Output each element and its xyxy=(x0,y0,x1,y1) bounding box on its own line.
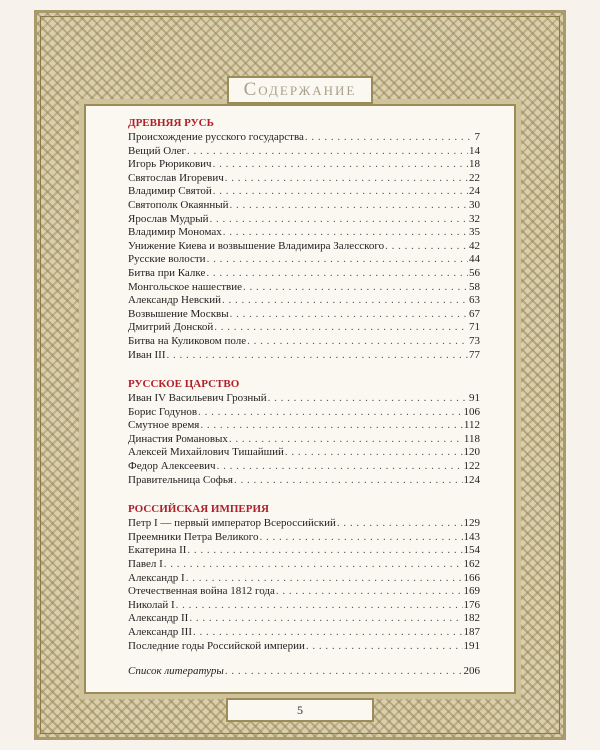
toc-entry-literature[interactable] xyxy=(128,665,480,679)
toc-entry[interactable] xyxy=(128,172,480,186)
entry-title: Николай I xyxy=(128,598,175,611)
entry-page: 77 xyxy=(469,348,480,361)
toc-entry[interactable] xyxy=(128,185,480,199)
entry-page: 162 xyxy=(463,558,480,571)
entry-title: Монгольское нашествие xyxy=(128,280,242,293)
leader-dots xyxy=(223,226,468,240)
entry-page: 71 xyxy=(469,321,480,334)
leader-dots xyxy=(337,517,463,531)
entry-title: Последние годы Российской империи xyxy=(128,639,305,652)
leader-dots xyxy=(186,572,463,586)
toc-entry[interactable] xyxy=(128,392,480,406)
toc-entry[interactable] xyxy=(128,433,480,447)
page-number-plate xyxy=(226,698,374,722)
leader-dots xyxy=(230,308,468,322)
entry-page: 106 xyxy=(463,405,480,418)
toc-entry[interactable] xyxy=(128,419,480,433)
entry-title: Алексей Михайлович Тишайший xyxy=(128,446,284,459)
section-title: ДРЕВНЯЯ РУСЬ xyxy=(128,117,214,129)
entry-title: Отечественная война 1812 года xyxy=(128,585,275,598)
leader-dots xyxy=(210,213,469,227)
entry-title: Александр II xyxy=(128,612,189,625)
entry-title: Александр I xyxy=(128,571,185,584)
entry-page: 122 xyxy=(463,460,480,473)
entry-page: 44 xyxy=(469,253,480,266)
toc-entry[interactable] xyxy=(128,406,480,420)
toc-entry[interactable] xyxy=(128,199,480,213)
table-of-contents xyxy=(128,116,480,679)
entry-title: Преемники Петра Великого xyxy=(128,530,259,543)
entry-page: 14 xyxy=(469,144,480,157)
leader-dots xyxy=(207,253,468,267)
leader-dots xyxy=(247,335,468,349)
leader-dots xyxy=(187,145,468,159)
toc-entry[interactable] xyxy=(128,626,480,640)
leader-dots xyxy=(259,531,462,545)
entry-page: 191 xyxy=(463,639,480,652)
entry-title: Династия Романовых xyxy=(128,432,228,445)
leader-dots xyxy=(234,474,463,488)
leader-dots xyxy=(167,349,468,363)
leader-dots xyxy=(285,446,463,460)
toc-entry[interactable] xyxy=(128,321,480,335)
entry-page: 56 xyxy=(469,266,480,279)
leader-dots xyxy=(189,612,462,626)
entry-title: Федор Алексеевич xyxy=(128,460,216,473)
entry-title: Петр I — первый император Всероссийский xyxy=(128,517,336,530)
entry-page: 129 xyxy=(463,517,480,530)
entry-title: Битва на Куликовом поле xyxy=(128,334,247,347)
entry-title: Александр III xyxy=(128,626,193,638)
toc-entry[interactable] xyxy=(128,240,480,254)
leader-dots xyxy=(230,199,468,213)
entry-page: 120 xyxy=(463,446,480,459)
leader-dots xyxy=(206,267,468,281)
toc-entry[interactable] xyxy=(128,558,480,572)
toc-entry[interactable] xyxy=(128,460,480,474)
toc-entry[interactable] xyxy=(128,267,480,281)
entry-title: Владимир Мономах xyxy=(128,226,222,239)
entry-page: 35 xyxy=(469,226,480,239)
entry-page: 22 xyxy=(469,171,480,184)
entry-title: Святополк Окаянный xyxy=(128,198,229,211)
entry-page: 206 xyxy=(463,665,480,678)
leader-dots xyxy=(222,294,468,308)
toc-entry[interactable] xyxy=(128,294,480,308)
leader-dots xyxy=(268,392,468,406)
entry-page: 187 xyxy=(463,626,480,638)
leader-dots xyxy=(225,172,468,186)
leader-dots xyxy=(243,281,468,295)
entry-page: 30 xyxy=(469,198,480,211)
entry-title: Возвышение Москвы xyxy=(128,307,229,320)
title-plate xyxy=(227,76,373,104)
toc-entry[interactable] xyxy=(128,446,480,460)
entry-title: Список литературы xyxy=(128,665,224,678)
entry-page: 112 xyxy=(463,419,480,432)
entry-page: 169 xyxy=(463,585,480,598)
leader-dots xyxy=(385,240,468,254)
entry-title: Вещий Олег xyxy=(128,144,187,157)
entry-title: Битва при Калке xyxy=(128,266,206,279)
toc-entry[interactable] xyxy=(128,531,480,545)
entry-page: 67 xyxy=(469,307,480,320)
leader-dots xyxy=(198,406,462,420)
entry-title: Екатерина II xyxy=(128,544,187,557)
entry-page: 143 xyxy=(463,530,480,543)
page-title: Содержание xyxy=(243,79,357,100)
toc-entry[interactable] xyxy=(128,544,480,558)
leader-dots xyxy=(187,544,462,558)
page-number: 5 xyxy=(297,703,303,717)
entry-title: Борис Годунов xyxy=(128,405,198,418)
leader-dots xyxy=(305,131,474,145)
toc-entry[interactable] xyxy=(128,145,480,159)
leader-dots xyxy=(276,585,463,599)
leader-dots xyxy=(225,665,463,679)
toc-entry[interactable] xyxy=(128,640,480,654)
leader-dots xyxy=(164,558,463,572)
toc-entry[interactable] xyxy=(128,572,480,586)
entry-title: Ярослав Мудрый xyxy=(128,212,209,225)
toc-entry[interactable] xyxy=(128,308,480,322)
toc-entry[interactable] xyxy=(128,349,480,363)
entry-page: 18 xyxy=(469,158,480,171)
leader-dots xyxy=(193,626,462,640)
toc-entry[interactable] xyxy=(128,612,480,626)
toc-entry[interactable] xyxy=(128,213,480,227)
leader-dots xyxy=(217,460,463,474)
toc-entry[interactable] xyxy=(128,335,480,349)
entry-title: Александр Невский xyxy=(128,294,221,307)
toc-entry[interactable] xyxy=(128,158,480,172)
leader-dots xyxy=(306,640,463,654)
entry-page: 24 xyxy=(469,185,480,198)
leader-dots xyxy=(214,321,468,335)
toc-entry[interactable] xyxy=(128,585,480,599)
toc-entry[interactable] xyxy=(128,253,480,267)
entry-page: 91 xyxy=(469,392,480,405)
entry-page: 154 xyxy=(463,544,480,557)
entry-page: 176 xyxy=(463,598,480,611)
leader-dots xyxy=(176,599,463,613)
entry-page: 7 xyxy=(474,131,480,143)
entry-title: Владимир Святой xyxy=(128,185,212,198)
entry-page: 124 xyxy=(463,473,480,486)
section-title: РУССКОЕ ЦАРСТВО xyxy=(128,378,240,391)
entry-page: 42 xyxy=(469,239,480,252)
entry-title: Иван III xyxy=(128,348,166,361)
entry-title: Святослав Игоревич xyxy=(128,171,224,184)
entry-title: Правительница Софья xyxy=(128,473,233,486)
entry-page: 58 xyxy=(469,280,480,293)
entry-page: 32 xyxy=(469,212,480,225)
entry-title: Павел I xyxy=(128,558,163,571)
entry-page: 166 xyxy=(463,571,480,584)
entry-title: Происхождение русского государства xyxy=(128,131,304,143)
entry-page: 73 xyxy=(469,334,480,347)
entry-page: 63 xyxy=(469,294,480,307)
toc-entry[interactable] xyxy=(128,226,480,240)
entry-title: Игорь Рюрикович xyxy=(128,158,212,171)
leader-dots xyxy=(229,433,463,447)
entry-title: Русские волости xyxy=(128,253,206,266)
toc-entry[interactable] xyxy=(128,281,480,295)
entry-page: 182 xyxy=(463,612,480,625)
toc-entry[interactable] xyxy=(128,474,480,488)
entry-title: Дмитрий Донской xyxy=(128,321,214,334)
entry-title: Иван IV Васильевич Грозный xyxy=(128,392,267,405)
entry-page: 118 xyxy=(463,432,480,445)
entry-title: Унижение Киева и возвышение Владимира Залесского xyxy=(128,239,385,252)
leader-dots xyxy=(213,185,468,199)
toc-entry[interactable] xyxy=(128,599,480,613)
section-title: РОССИЙСКАЯ ИМПЕРИЯ xyxy=(128,503,269,516)
entry-title: Смутное время xyxy=(128,419,200,432)
leader-dots xyxy=(213,158,468,172)
leader-dots xyxy=(200,419,463,433)
toc-entry[interactable] xyxy=(128,517,480,531)
toc-entry[interactable] xyxy=(128,131,480,145)
